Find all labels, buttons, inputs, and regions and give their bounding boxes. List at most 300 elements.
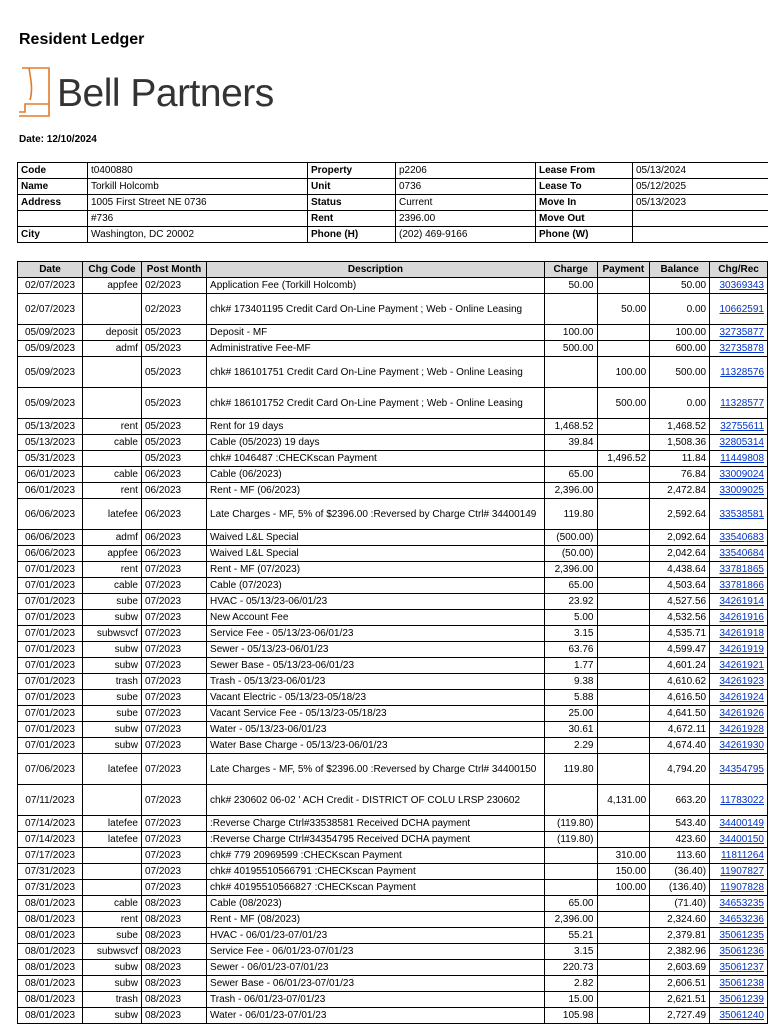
cell-post-month: 06/2023 [141,530,206,546]
cell-balance: 423.60 [650,832,710,848]
cell-chg-rec [710,738,768,754]
ledger-row [18,325,768,341]
cell-post-month: 05/2023 [141,341,206,357]
cell-date: 07/01/2023 [18,578,83,594]
cell-chg-rec [710,1008,768,1024]
chg-rec-link[interactable]: 33538581 [719,508,764,520]
cell-description: Service Fee - 06/01/23-07/01/23 [207,944,545,960]
cell-date: 05/13/2023 [18,435,83,451]
cell-chg-code: latefee [83,816,142,832]
chg-rec-link[interactable]: 33540684 [719,548,764,559]
cell-chg-rec [710,944,768,960]
chg-rec-link[interactable]: 34261924 [719,692,764,703]
cell-post-month: 05/2023 [141,451,206,467]
cell-charge: 3.15 [544,944,597,960]
status-label: Status [308,195,396,211]
ledger-row [18,738,768,754]
cell-balance: 663.20 [650,785,710,816]
ledger-row [18,419,768,435]
cell-post-month: 07/2023 [141,706,206,722]
cell-payment [597,832,650,848]
page-title: Resident Ledger [19,31,145,48]
ledger-row [18,642,768,658]
cell-chg-code: subw [83,976,142,992]
header-charge: Charge [544,262,597,278]
ledger-row [18,435,768,451]
cell-chg-code: subw [83,738,142,754]
cell-post-month: 07/2023 [141,832,206,848]
cell-balance: 4,599.47 [650,642,710,658]
cell-balance: 4,672.11 [650,722,710,738]
cell-date: 05/09/2023 [18,325,83,341]
cell-chg-rec [710,419,768,435]
cell-chg-code: rent [83,912,142,928]
cell-chg-rec [710,785,768,816]
cell-charge: 65.00 [544,896,597,912]
ledger-row [18,594,768,610]
cell-chg-rec [710,642,768,658]
cell-description: Cable (06/2023) [207,467,545,483]
cell-payment [597,1008,650,1024]
ledger-row [18,294,768,325]
cell-payment: 150.00 [597,864,650,880]
lease-to-label: Lease To [536,179,633,195]
cell-balance: 2,592.64 [650,499,710,530]
cell-charge: 220.73 [544,960,597,976]
cell-description: HVAC - 06/01/23-07/01/23 [207,928,545,944]
address-label-blank [18,211,88,227]
chg-rec-link[interactable]: 34261928 [719,724,764,735]
cell-balance: 0.00 [650,388,710,419]
chg-rec-link[interactable]: 33009025 [719,485,764,496]
chg-rec-link[interactable]: 34400150 [719,834,764,845]
header-description: Description [207,262,545,278]
chg-rec-link[interactable]: 35061239 [719,994,764,1005]
cell-description: Sewer Base - 05/13/23-06/01/23 [207,658,545,674]
cell-payment [597,976,650,992]
cell-charge [544,880,597,896]
cell-payment [597,674,650,690]
cell-date: 08/01/2023 [18,928,83,944]
cell-charge: 3.15 [544,626,597,642]
cell-description: Rent - MF (06/2023) [207,483,545,499]
cell-date: 07/11/2023 [18,785,83,816]
chg-rec-link[interactable]: 34653236 [719,914,764,925]
cell-date: 08/01/2023 [18,896,83,912]
cell-charge: (500.00) [544,530,597,546]
chg-rec-link[interactable]: 34653235 [719,898,764,909]
phone-w-label: Phone (W) [536,227,633,243]
cell-chg-code: sube [83,594,142,610]
cell-description: Water - 06/01/23-07/01/23 [207,1008,545,1024]
ledger-row [18,816,768,832]
cell-description: Deposit - MF [207,325,545,341]
chg-rec-link[interactable]: 35061235 [719,930,764,941]
cell-description: chk# 173401195 Credit Card On-Line Payment ; Web - Online Leasing [207,294,545,325]
cell-chg-code: subw [83,722,142,738]
cell-charge: 55.21 [544,928,597,944]
cell-description: chk# 230602 06-02 ' ACH Credit - DISTRICT OF COLU LRSP 230602 [207,785,545,816]
chg-rec-link[interactable]: 34261926 [719,708,764,719]
ledger-row [18,530,768,546]
cell-chg-code: rent [83,562,142,578]
cell-description: HVAC - 05/13/23-06/01/23 [207,594,545,610]
city-label: City [18,227,88,243]
cell-post-month: 07/2023 [141,658,206,674]
cell-payment [597,530,650,546]
cell-post-month: 07/2023 [141,626,206,642]
cell-chg-code: appfee [83,546,142,562]
cell-balance: 2,606.51 [650,976,710,992]
cell-post-month: 02/2023 [141,278,206,294]
cell-charge: 2,396.00 [544,912,597,928]
chg-rec-link[interactable]: 11449808 [720,453,764,464]
cell-chg-code [83,848,142,864]
chg-rec-link[interactable]: 11907827 [720,866,764,877]
cell-charge: 105.98 [544,1008,597,1024]
cell-chg-rec [710,864,768,880]
ledger-row [18,546,768,562]
cell-charge: 23.92 [544,594,597,610]
cell-date: 06/01/2023 [18,483,83,499]
cell-charge: 100.00 [544,325,597,341]
chg-rec-link[interactable]: 30369343 [719,280,764,291]
cell-post-month: 07/2023 [141,674,206,690]
cell-balance: (71.40) [650,896,710,912]
cell-date: 05/31/2023 [18,451,83,467]
cell-balance: 0.00 [650,294,710,325]
cell-description: Water - 05/13/23-06/01/23 [207,722,545,738]
cell-date: 05/09/2023 [18,357,83,388]
cell-chg-rec [710,341,768,357]
chg-rec-link[interactable]: 33540683 [719,532,764,543]
cell-post-month: 06/2023 [141,483,206,499]
cell-payment: 50.00 [597,294,650,325]
cell-chg-code [83,294,142,325]
cell-post-month: 08/2023 [141,912,206,928]
cell-date: 08/01/2023 [18,1008,83,1024]
cell-description: New Account Fee [207,610,545,626]
ledger-row [18,928,768,944]
cell-description: :Reverse Charge Ctrl#33538581 Received DCHA payment [207,816,545,832]
ledger-row [18,944,768,960]
cell-description: Service Fee - 05/13/23-06/01/23 [207,626,545,642]
cell-payment: 4,131.00 [597,785,650,816]
cell-payment [597,562,650,578]
cell-post-month: 06/2023 [141,546,206,562]
chg-rec-link[interactable]: 11328577 [720,397,764,409]
cell-balance: 4,601.24 [650,658,710,674]
report-date: Date: 12/10/2024 [19,134,97,145]
chg-rec-link[interactable]: 10662591 [719,303,764,315]
ledger-row [18,896,768,912]
cell-balance: 2,621.51 [650,992,710,1008]
cell-balance: 2,092.64 [650,530,710,546]
cell-description: Administrative Fee-MF [207,341,545,357]
cell-charge: 5.00 [544,610,597,626]
cell-chg-rec [710,546,768,562]
header-chg-code: Chg Code [83,262,142,278]
cell-date: 08/01/2023 [18,992,83,1008]
cell-chg-rec [710,848,768,864]
cell-chg-rec [710,976,768,992]
cell-payment [597,419,650,435]
cell-payment [597,658,650,674]
cell-description: Cable (08/2023) [207,896,545,912]
cell-description: :Reverse Charge Ctrl#34354795 Received DCHA payment [207,832,545,848]
cell-date: 07/01/2023 [18,642,83,658]
cell-date: 07/01/2023 [18,722,83,738]
cell-post-month: 05/2023 [141,388,206,419]
cell-charge: 25.00 [544,706,597,722]
cell-chg-rec [710,325,768,341]
cell-description: Sewer - 06/01/23-07/01/23 [207,960,545,976]
code-value: t0400880 [88,163,308,179]
cell-date: 07/01/2023 [18,610,83,626]
cell-chg-rec [710,530,768,546]
chg-rec-link[interactable]: 34261930 [719,740,764,751]
chg-rec-link[interactable]: 35061238 [719,978,764,989]
cell-description: Sewer Base - 06/01/23-07/01/23 [207,976,545,992]
ledger-row [18,960,768,976]
chg-rec-link[interactable]: 11328576 [720,366,764,378]
unit-value: 0736 [396,179,536,195]
cell-chg-code: sube [83,928,142,944]
cell-charge: 65.00 [544,578,597,594]
cell-balance: 4,503.64 [650,578,710,594]
chg-rec-link[interactable]: 34261916 [719,612,764,623]
cell-chg-code: latefee [83,499,142,530]
address-line1: 1005 First Street NE 0736 [88,195,308,211]
cell-balance: 113.60 [650,848,710,864]
cell-date: 05/13/2023 [18,419,83,435]
cell-chg-code: cable [83,896,142,912]
cell-charge [544,294,597,325]
cell-chg-code: deposit [83,325,142,341]
cell-payment: 100.00 [597,880,650,896]
ledger-row [18,610,768,626]
cell-balance: (136.40) [650,880,710,896]
cell-date: 08/01/2023 [18,960,83,976]
ledger-row [18,467,768,483]
ledger-row [18,832,768,848]
cell-post-month: 08/2023 [141,992,206,1008]
cell-payment: 310.00 [597,848,650,864]
cell-balance: 500.00 [650,357,710,388]
cell-date: 07/14/2023 [18,832,83,848]
cell-chg-rec [710,435,768,451]
ledger-row [18,912,768,928]
cell-balance: (36.40) [650,864,710,880]
cell-chg-rec [710,896,768,912]
ledger-row [18,499,768,530]
info-row [18,163,768,179]
cell-date: 08/01/2023 [18,976,83,992]
address-label: Address [18,195,88,211]
cell-charge: (119.80) [544,832,597,848]
cell-balance: 2,382.96 [650,944,710,960]
cell-description: chk# 186101752 Credit Card On-Line Payment ; Web - Online Leasing [207,388,545,419]
cell-balance: 2,603.69 [650,960,710,976]
cell-chg-code: latefee [83,754,142,785]
header-balance: Balance [650,262,710,278]
cell-chg-rec [710,832,768,848]
cell-balance: 2,379.81 [650,928,710,944]
cell-charge: 15.00 [544,992,597,1008]
cell-date: 06/06/2023 [18,530,83,546]
cell-post-month: 07/2023 [141,610,206,626]
cell-post-month: 08/2023 [141,944,206,960]
chg-rec-link[interactable]: 32805314 [719,437,764,448]
resident-info-table [17,162,768,243]
chg-rec-link[interactable]: 33781866 [719,580,764,591]
cell-chg-rec [710,880,768,896]
cell-post-month: 05/2023 [141,357,206,388]
cell-date: 06/06/2023 [18,499,83,530]
cell-description: chk# 779 20969599 :CHECKscan Payment [207,848,545,864]
cell-payment [597,499,650,530]
cell-description: Rent for 19 days [207,419,545,435]
lease-from-value: 05/13/2024 [633,163,768,179]
chg-rec-link[interactable]: 34261923 [719,676,764,687]
chg-rec-link[interactable]: 34261921 [719,660,764,671]
cell-post-month: 07/2023 [141,754,206,785]
cell-payment [597,594,650,610]
chg-rec-link[interactable]: 11783022 [720,794,764,806]
cell-balance: 4,535.71 [650,626,710,642]
cell-date: 07/17/2023 [18,848,83,864]
cell-chg-code: admf [83,341,142,357]
chg-rec-link[interactable]: 11907828 [720,882,764,893]
cell-chg-code [83,880,142,896]
cell-chg-code: appfee [83,278,142,294]
chg-rec-link[interactable]: 33009024 [719,469,764,480]
cell-balance: 4,641.50 [650,706,710,722]
cell-description: Waived L&L Special [207,546,545,562]
cell-post-month: 02/2023 [141,294,206,325]
cell-chg-rec [710,816,768,832]
cell-date: 07/01/2023 [18,658,83,674]
city-value: Washington, DC 20002 [88,227,308,243]
cell-description: Trash - 06/01/23-07/01/23 [207,992,545,1008]
cell-charge: 500.00 [544,341,597,357]
chg-rec-link[interactable]: 34400149 [719,818,764,829]
chg-rec-link[interactable]: 35061240 [719,1010,764,1021]
ledger-row [18,880,768,896]
cell-post-month: 07/2023 [141,578,206,594]
cell-chg-rec [710,674,768,690]
cell-payment [597,483,650,499]
chg-rec-link[interactable]: 34261919 [719,644,764,655]
cell-chg-code: trash [83,674,142,690]
cell-chg-code [83,785,142,816]
ledger-row [18,388,768,419]
info-row [18,195,768,211]
ledger-row [18,483,768,499]
status-value: Current [396,195,536,211]
cell-balance: 1,468.52 [650,419,710,435]
cell-charge: 2,396.00 [544,483,597,499]
cell-description: Trash - 05/13/23-06/01/23 [207,674,545,690]
ledger-row [18,864,768,880]
cell-post-month: 07/2023 [141,738,206,754]
cell-payment [597,325,650,341]
cell-post-month: 07/2023 [141,864,206,880]
cell-post-month: 07/2023 [141,816,206,832]
info-row [18,227,768,243]
cell-date: 06/01/2023 [18,467,83,483]
cell-date: 05/09/2023 [18,388,83,419]
chg-rec-link[interactable]: 35061237 [719,962,764,973]
lease-to-value: 05/12/2025 [633,179,768,195]
ledger-row [18,626,768,642]
cell-balance: 4,532.56 [650,610,710,626]
chg-rec-link[interactable]: 32755611 [720,421,764,432]
ledger-row [18,562,768,578]
chg-rec-link[interactable]: 34354795 [719,763,764,775]
cell-description: chk# 1046487 :CHECKscan Payment [207,451,545,467]
cell-chg-code: cable [83,435,142,451]
move-in-label: Move In [536,195,633,211]
cell-date: 02/07/2023 [18,278,83,294]
move-out-value [633,211,768,227]
ledger-row [18,976,768,992]
cell-payment [597,960,650,976]
cell-date: 07/31/2023 [18,880,83,896]
cell-payment [597,722,650,738]
cell-balance: 4,438.64 [650,562,710,578]
name-label: Name [18,179,88,195]
cell-post-month: 07/2023 [141,785,206,816]
cell-date: 07/01/2023 [18,562,83,578]
ledger-row [18,451,768,467]
address-line2: #736 [88,211,308,227]
cell-chg-rec [710,483,768,499]
cell-post-month: 08/2023 [141,1008,206,1024]
rent-label: Rent [308,211,396,227]
info-row [18,211,768,227]
ledger-table [17,261,768,1024]
chg-rec-link[interactable]: 11811264 [720,850,764,861]
cell-chg-code: subwsvcf [83,944,142,960]
cell-description: Rent - MF (07/2023) [207,562,545,578]
cell-post-month: 08/2023 [141,896,206,912]
chg-rec-link[interactable]: 32735878 [719,343,764,354]
cell-chg-code: subw [83,642,142,658]
ledger-row [18,690,768,706]
ledger-row [18,722,768,738]
cell-chg-rec [710,594,768,610]
chg-rec-link[interactable]: 35061236 [719,946,764,957]
cell-charge: 2.29 [544,738,597,754]
cell-charge [544,451,597,467]
cell-description: Vacant Electric - 05/13/23-05/18/23 [207,690,545,706]
cell-balance: 50.00 [650,278,710,294]
cell-charge: 9.38 [544,674,597,690]
cell-description: Water Base Charge - 05/13/23-06/01/23 [207,738,545,754]
cell-chg-code: rent [83,419,142,435]
cell-balance: 1,508.36 [650,435,710,451]
cell-chg-rec [710,578,768,594]
cell-payment [597,690,650,706]
chg-rec-link[interactable]: 32735877 [719,327,764,338]
move-in-value: 05/13/2023 [633,195,768,211]
chg-rec-link[interactable]: 34261914 [719,596,764,607]
chg-rec-link[interactable]: 34261918 [719,628,764,639]
chg-rec-link[interactable]: 33781865 [719,564,764,575]
logo-wordmark: Bell Partners [57,72,274,115]
cell-chg-rec [710,357,768,388]
